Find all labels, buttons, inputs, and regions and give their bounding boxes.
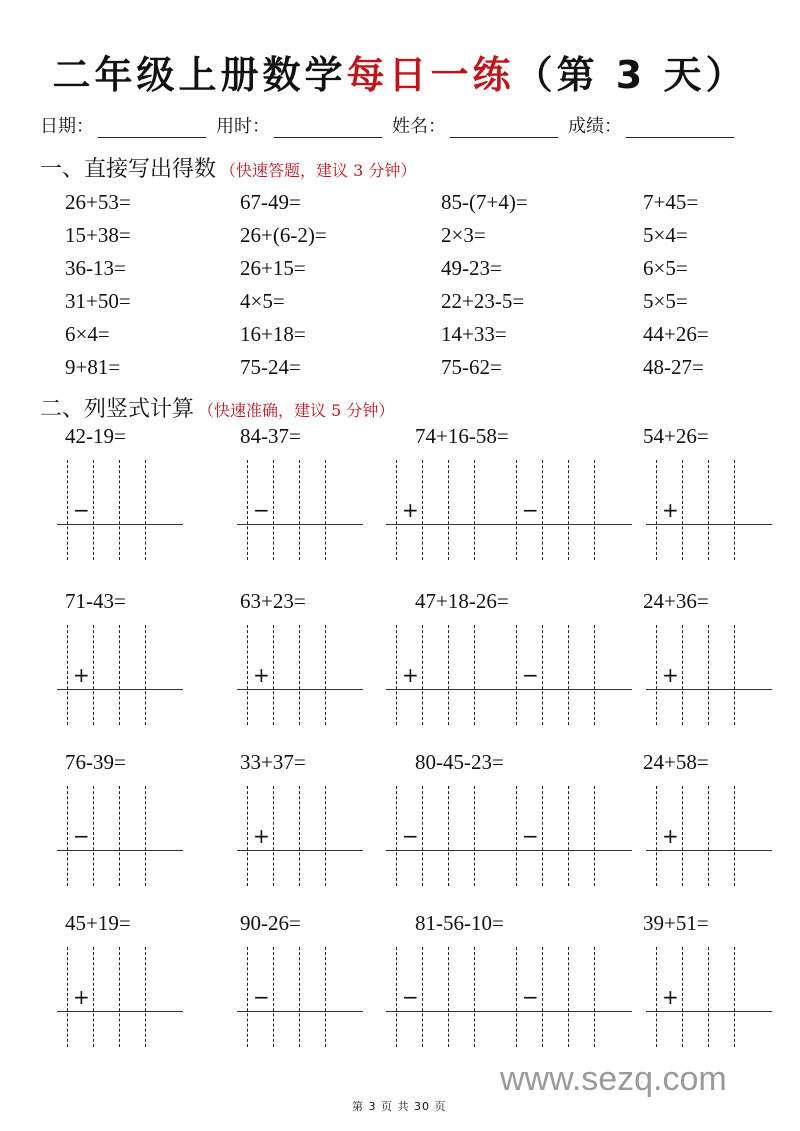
digit-column-guide — [299, 786, 300, 886]
digit-column-guide — [396, 460, 397, 560]
plus-sign: + — [73, 985, 90, 1009]
digit-column-guide — [734, 786, 735, 886]
section-1-hint: （快速答题，建议 3 分钟） — [220, 161, 417, 180]
digit-column-guide — [594, 460, 595, 560]
digit-column-guide — [594, 625, 595, 725]
digit-column-guide — [516, 786, 517, 886]
digit-column-guide — [682, 460, 683, 560]
digit-column-guide — [708, 786, 709, 886]
digit-column-guide — [299, 460, 300, 560]
student-info-row — [40, 112, 770, 138]
digit-column-guide — [273, 947, 274, 1047]
digit-column-guide — [145, 460, 146, 560]
sum-line — [57, 689, 183, 690]
oral-row — [65, 285, 785, 318]
digit-column-guide — [67, 947, 68, 1047]
section-2-title: 二、列竖式计算 — [40, 397, 195, 422]
digit-column-guide — [145, 786, 146, 886]
oral-problem: 48-27= — [643, 355, 704, 379]
digit-column-guide — [119, 947, 120, 1047]
digit-column-guide — [145, 625, 146, 725]
digit-column-guide — [708, 625, 709, 725]
digit-column-guide — [273, 460, 274, 560]
digit-column-guide — [119, 460, 120, 560]
oral-problem: 7+45= — [643, 190, 699, 214]
digit-column-guide — [396, 625, 397, 725]
plus-sign: + — [402, 498, 419, 522]
digit-column-guide — [325, 947, 326, 1047]
score-blank[interactable] — [626, 117, 734, 138]
digit-column-guide — [682, 947, 683, 1047]
oral-problem: 6×4= — [65, 322, 110, 346]
digit-column-guide — [119, 786, 120, 886]
digit-column-guide — [422, 786, 423, 886]
vertical-work-grid[interactable] — [516, 460, 620, 560]
oral-problem: 49-23= — [441, 256, 502, 280]
section-1-title: 一、直接写出得数 — [40, 157, 217, 182]
oral-problem: 75-62= — [441, 355, 502, 379]
digit-column-guide — [396, 947, 397, 1047]
sum-line — [386, 850, 512, 851]
time-used-label: 用时： — [216, 116, 270, 137]
oral-problem: 6×5= — [643, 256, 688, 280]
digit-column-guide — [474, 625, 475, 725]
vertical-work-grid[interactable] — [656, 460, 760, 560]
digit-column-guide — [542, 460, 543, 560]
oral-problem: 44+26= — [643, 322, 709, 346]
digit-column-guide — [396, 786, 397, 886]
oral-problem: 9+81= — [65, 355, 121, 379]
digit-column-guide — [682, 786, 683, 886]
watermark: www.sezq.com — [500, 1060, 727, 1098]
digit-column-guide — [708, 947, 709, 1047]
digit-column-guide — [247, 460, 248, 560]
oral-problem: 85-(7+4)= — [441, 190, 528, 214]
vertical-expression: 33+37= — [240, 750, 306, 774]
digit-column-guide — [247, 947, 248, 1047]
digit-column-guide — [474, 460, 475, 560]
oral-problem: 67-49= — [240, 190, 301, 214]
date-blank[interactable] — [98, 117, 206, 138]
digit-column-guide — [145, 947, 146, 1047]
digit-column-guide — [656, 625, 657, 725]
sum-line — [57, 524, 183, 525]
vertical-work-grid[interactable] — [67, 947, 171, 1047]
digit-column-guide — [568, 786, 569, 886]
oral-row — [65, 252, 785, 285]
vertical-work-grid[interactable] — [247, 460, 351, 560]
vertical-work-grid[interactable] — [656, 947, 760, 1047]
plus-sign: + — [662, 824, 679, 848]
oral-row — [65, 219, 785, 252]
score-field[interactable] — [568, 112, 734, 138]
vertical-expression: 84-37= — [240, 424, 301, 448]
vertical-expression: 63+23= — [240, 589, 306, 613]
name-field[interactable] — [392, 112, 558, 138]
digit-column-guide — [325, 460, 326, 560]
oral-problem: 5×4= — [643, 223, 688, 247]
oral-problem: 5×5= — [643, 289, 688, 313]
digit-column-guide — [474, 947, 475, 1047]
digit-column-guide — [542, 786, 543, 886]
minus-sign: − — [73, 824, 90, 848]
vertical-work-grid[interactable] — [396, 460, 500, 560]
minus-sign: − — [522, 985, 539, 1009]
vertical-expression: 80-45-23= — [415, 750, 504, 774]
sum-line — [237, 524, 363, 525]
oral-row — [65, 186, 785, 219]
oral-problem: 15+38= — [65, 223, 131, 247]
digit-column-guide — [325, 786, 326, 886]
digit-column-guide — [656, 947, 657, 1047]
vertical-work-grid[interactable] — [516, 947, 620, 1047]
digit-column-guide — [93, 786, 94, 886]
section-2-heading — [40, 392, 394, 423]
oral-problem: 31+50= — [65, 289, 131, 313]
time-used-field[interactable] — [216, 112, 382, 138]
minus-sign: − — [522, 824, 539, 848]
name-label: 姓名： — [392, 116, 446, 137]
oral-problem: 26+(6-2)= — [240, 223, 327, 247]
oral-problem: 14+33= — [441, 322, 507, 346]
digit-column-guide — [542, 947, 543, 1047]
sum-line — [506, 1011, 632, 1012]
digit-column-guide — [299, 947, 300, 1047]
digit-column-guide — [448, 786, 449, 886]
plus-sign: + — [662, 498, 679, 522]
vertical-expression: 42-19= — [65, 424, 126, 448]
vertical-work-grid[interactable] — [656, 625, 760, 725]
digit-column-guide — [67, 460, 68, 560]
digit-column-guide — [325, 625, 326, 725]
vertical-expression: 24+36= — [643, 589, 709, 613]
plus-sign: + — [402, 663, 419, 687]
name-blank[interactable] — [450, 117, 558, 138]
vertical-expression: 74+16-58= — [415, 424, 509, 448]
oral-problem: 2×3= — [441, 223, 486, 247]
digit-column-guide — [247, 625, 248, 725]
minus-sign: − — [253, 498, 270, 522]
digit-column-guide — [516, 625, 517, 725]
digit-column-guide — [516, 460, 517, 560]
score-label: 成绩： — [568, 116, 622, 137]
sum-line — [386, 689, 512, 690]
minus-sign: − — [253, 985, 270, 1009]
digit-column-guide — [594, 947, 595, 1047]
sum-line — [57, 1011, 183, 1012]
digit-column-guide — [273, 786, 274, 886]
sum-line — [646, 1011, 772, 1012]
vertical-work-grid[interactable] — [656, 786, 760, 886]
vertical-expression: 54+26= — [643, 424, 709, 448]
sum-line — [57, 850, 183, 851]
digit-column-guide — [474, 786, 475, 886]
sum-line — [237, 850, 363, 851]
plus-sign: + — [253, 663, 270, 687]
oral-row — [65, 318, 785, 351]
digit-column-guide — [67, 625, 68, 725]
page-number: 第 3 页 共 30 页 — [352, 1100, 447, 1113]
worksheet-title — [0, 44, 800, 99]
minus-sign: − — [522, 498, 539, 522]
vertical-expression: 45+19= — [65, 911, 131, 935]
section-2-hint: （快速准确，建议 5 分钟） — [198, 401, 395, 420]
digit-column-guide — [273, 625, 274, 725]
section-1-heading — [40, 152, 416, 183]
digit-column-guide — [734, 625, 735, 725]
vertical-work-grid[interactable] — [516, 786, 620, 886]
digit-column-guide — [656, 460, 657, 560]
digit-column-guide — [568, 625, 569, 725]
sum-line — [646, 689, 772, 690]
vertical-work-grid[interactable] — [67, 786, 171, 886]
date-field[interactable] — [40, 112, 206, 138]
digit-column-guide — [448, 947, 449, 1047]
title-day: （第 3 天） — [514, 53, 748, 97]
minus-sign: − — [402, 985, 419, 1009]
digit-column-guide — [734, 947, 735, 1047]
digit-column-guide — [516, 947, 517, 1047]
vertical-work-grid[interactable] — [396, 786, 500, 886]
vertical-work-grid[interactable] — [396, 947, 500, 1047]
vertical-work-grid[interactable] — [247, 947, 351, 1047]
digit-column-guide — [422, 625, 423, 725]
digit-column-guide — [568, 460, 569, 560]
plus-sign: + — [73, 663, 90, 687]
vertical-expression: 71-43= — [65, 589, 126, 613]
sum-line — [646, 524, 772, 525]
plus-sign: + — [662, 663, 679, 687]
plus-sign: + — [253, 824, 270, 848]
vertical-work-grid[interactable] — [67, 625, 171, 725]
digit-column-guide — [708, 460, 709, 560]
sum-line — [237, 1011, 363, 1012]
digit-column-guide — [93, 460, 94, 560]
sum-line — [237, 689, 363, 690]
sum-line — [386, 524, 512, 525]
vertical-expression: 47+18-26= — [415, 589, 509, 613]
oral-problem: 36-13= — [65, 256, 126, 280]
digit-column-guide — [594, 786, 595, 886]
digit-column-guide — [422, 460, 423, 560]
oral-problem: 26+15= — [240, 256, 306, 280]
minus-sign: − — [522, 663, 539, 687]
digit-column-guide — [67, 786, 68, 886]
vertical-work-grid[interactable] — [516, 625, 620, 725]
digit-column-guide — [93, 947, 94, 1047]
vertical-expression: 81-56-10= — [415, 911, 504, 935]
oral-row — [65, 351, 785, 384]
minus-sign: − — [402, 824, 419, 848]
digit-column-guide — [734, 460, 735, 560]
oral-problem: 22+23-5= — [441, 289, 525, 313]
digit-column-guide — [656, 786, 657, 886]
title-main: 二年级上册数学 — [52, 53, 347, 97]
time-used-blank[interactable] — [274, 117, 382, 138]
digit-column-guide — [448, 625, 449, 725]
oral-calculation-grid — [65, 186, 785, 384]
vertical-work-grid[interactable] — [247, 625, 351, 725]
sum-line — [506, 689, 632, 690]
digit-column-guide — [682, 625, 683, 725]
digit-column-guide — [299, 625, 300, 725]
oral-problem: 16+18= — [240, 322, 306, 346]
sum-line — [646, 850, 772, 851]
digit-column-guide — [422, 947, 423, 1047]
oral-problem: 4×5= — [240, 289, 285, 313]
vertical-expression: 76-39= — [65, 750, 126, 774]
vertical-work-grid[interactable] — [396, 625, 500, 725]
digit-column-guide — [247, 786, 248, 886]
digit-column-guide — [448, 460, 449, 560]
digit-column-guide — [568, 947, 569, 1047]
vertical-expression: 39+51= — [643, 911, 709, 935]
sum-line — [506, 524, 632, 525]
digit-column-guide — [93, 625, 94, 725]
plus-sign: + — [662, 985, 679, 1009]
digit-column-guide — [542, 625, 543, 725]
title-highlight: 每日一练 — [346, 53, 515, 97]
vertical-work-grid[interactable] — [67, 460, 171, 560]
minus-sign: − — [73, 498, 90, 522]
oral-problem: 75-24= — [240, 355, 301, 379]
digit-column-guide — [119, 625, 120, 725]
sum-line — [506, 850, 632, 851]
sum-line — [386, 1011, 512, 1012]
vertical-work-grid[interactable] — [247, 786, 351, 886]
date-label: 日期： — [40, 116, 94, 137]
vertical-expression: 90-26= — [240, 911, 301, 935]
vertical-expression: 24+58= — [643, 750, 709, 774]
oral-problem: 26+53= — [65, 190, 131, 214]
